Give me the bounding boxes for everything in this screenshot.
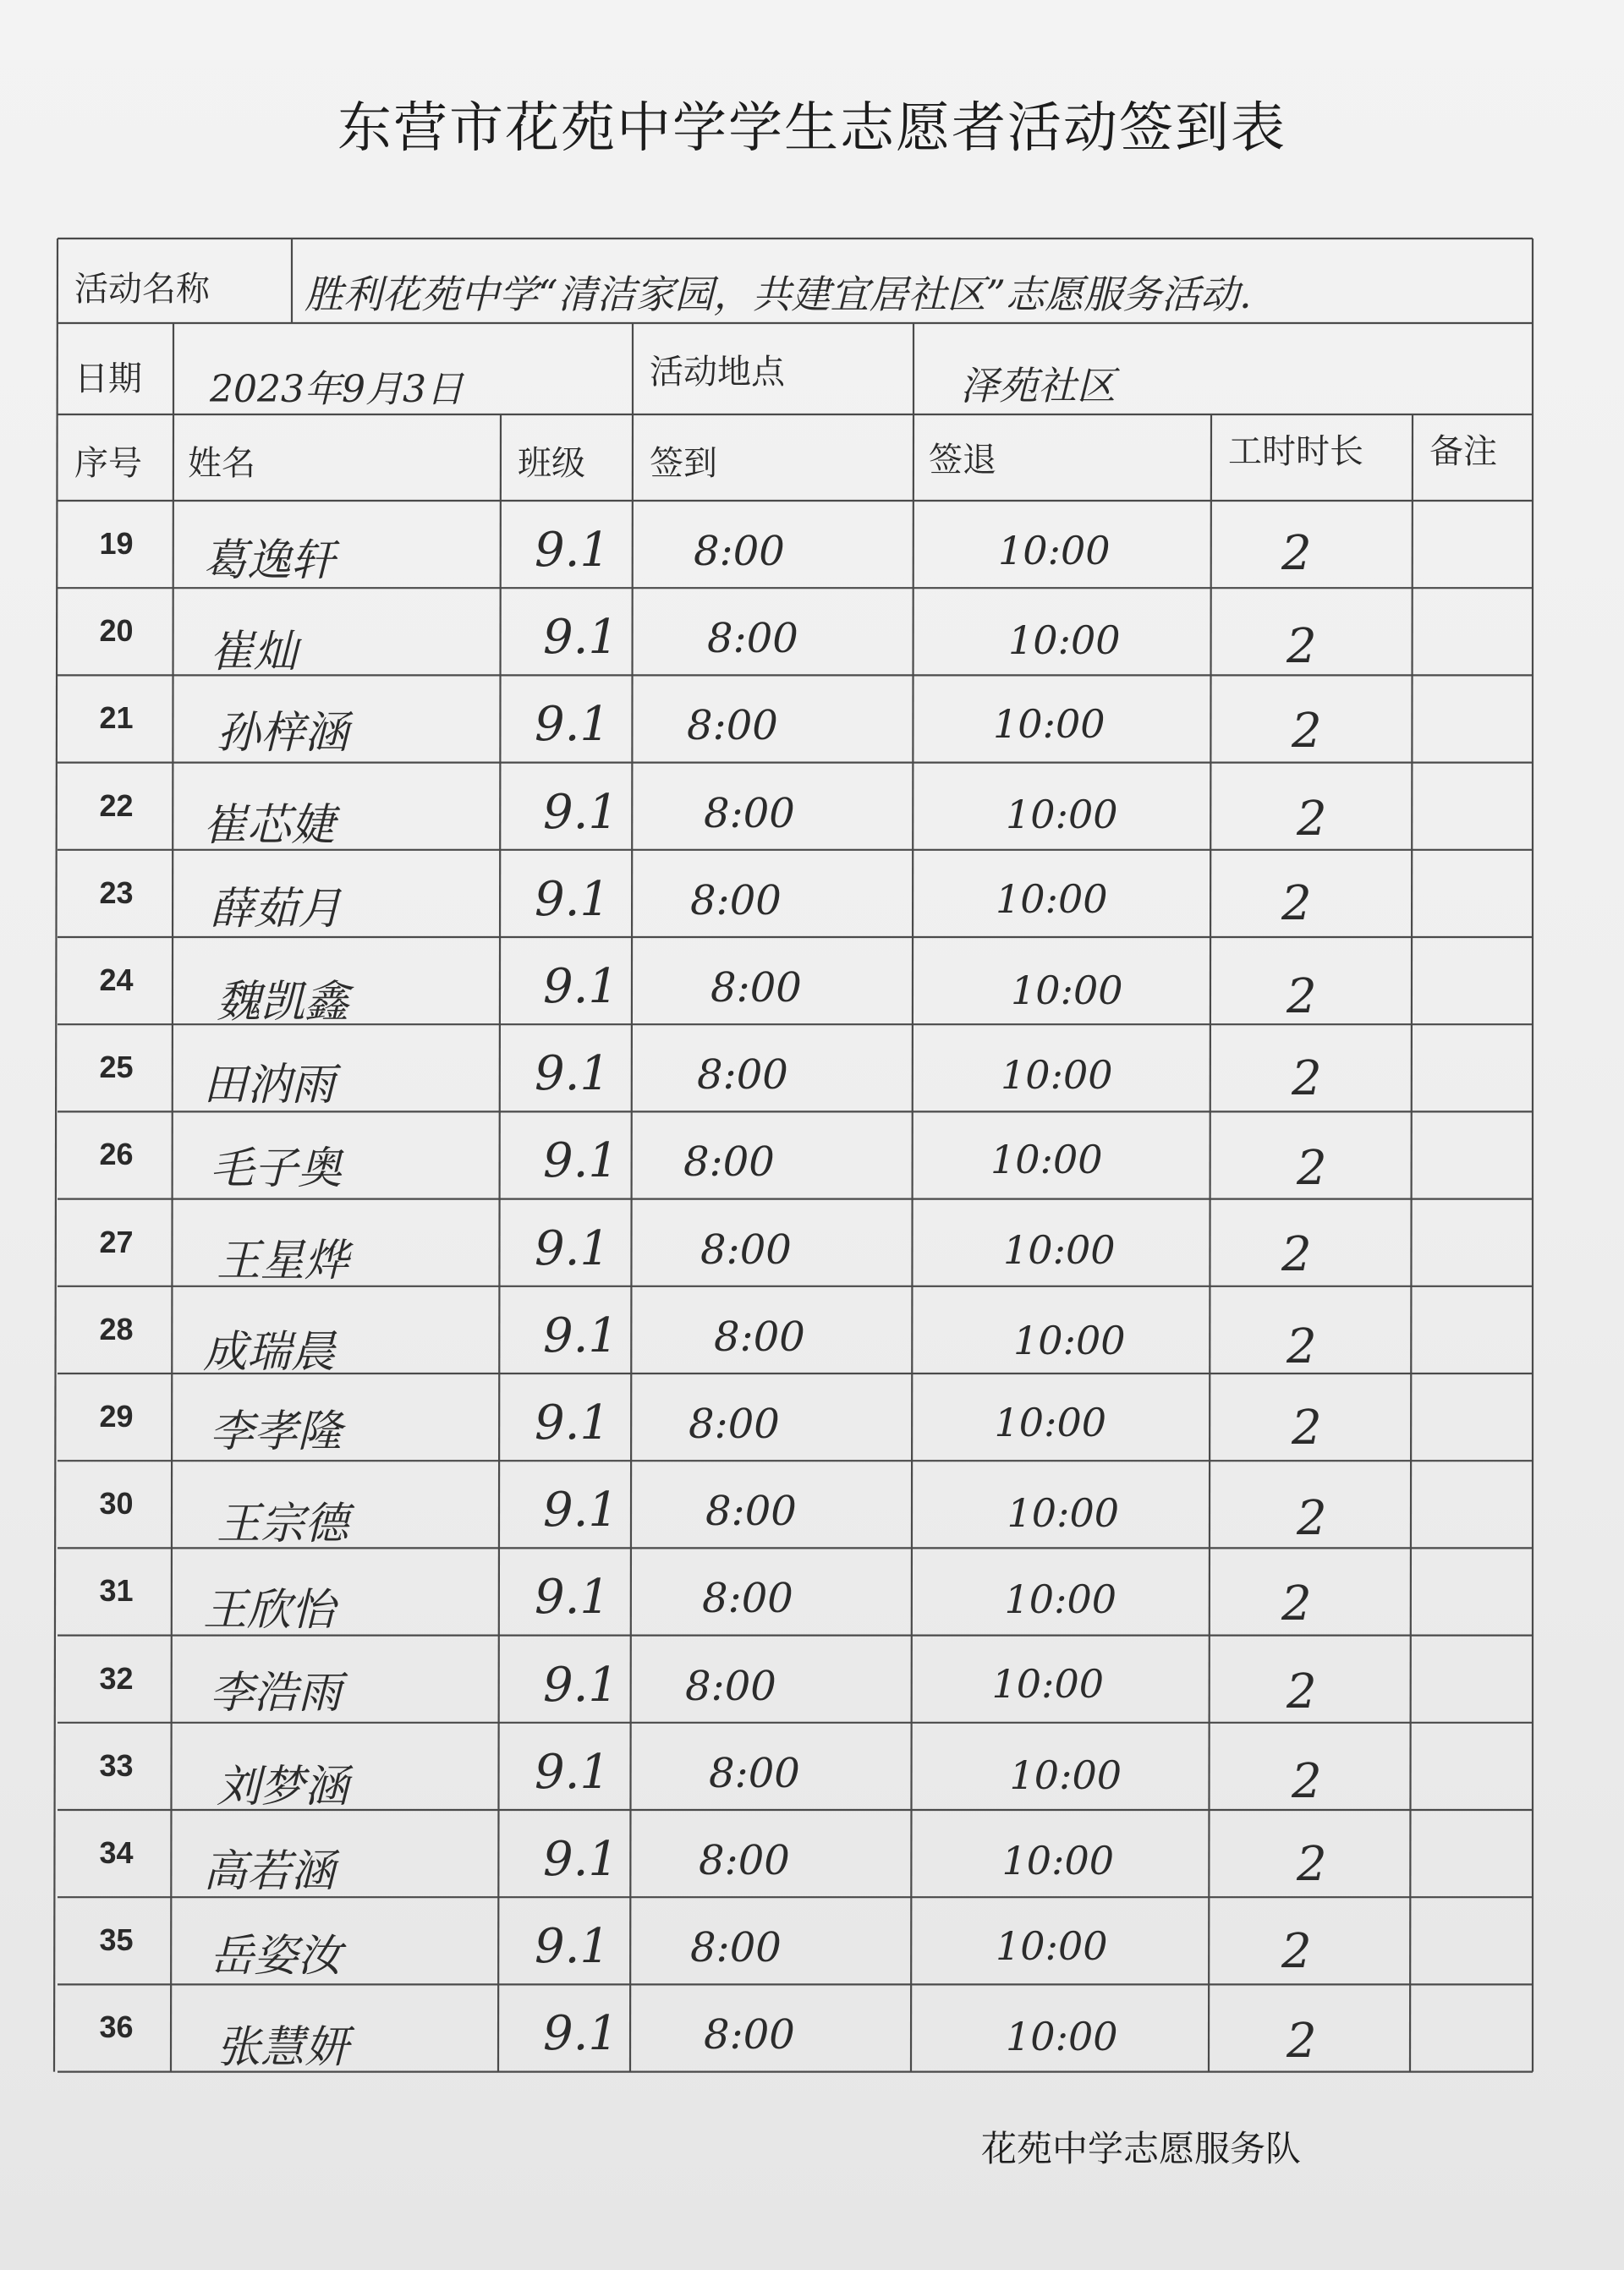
row-hours: 2 — [1297, 1141, 1327, 1197]
row-signout: 10:00 — [990, 1137, 1103, 1182]
row-class: 9.1 — [535, 1744, 611, 1800]
row-signin: 8:00 — [690, 1924, 782, 1972]
row-class: 9.1 — [535, 1570, 611, 1626]
column-divider — [1209, 414, 1211, 2072]
row-signin: 8:00 — [697, 1051, 788, 1099]
column-divider — [1410, 414, 1413, 2072]
row-name: 王宗德 — [217, 1499, 349, 1550]
row-seq: 24 — [99, 962, 134, 997]
col-header-signout: 签退 — [929, 441, 996, 480]
place-label: 活动地点 — [650, 353, 785, 392]
row-seq: 29 — [99, 1399, 134, 1434]
row-seq: 34 — [99, 1835, 134, 1870]
row-class: 9.1 — [543, 784, 619, 840]
col-header-notes: 备注 — [1429, 432, 1497, 471]
row-name: 孙梓涵 — [217, 708, 349, 759]
row-name: 葛逸轩 — [203, 535, 336, 586]
row-signout: 10:00 — [1011, 968, 1123, 1013]
row-name: 王星烨 — [217, 1236, 349, 1286]
row-seq: 23 — [99, 875, 134, 910]
row-signin: 8:00 — [690, 876, 782, 924]
row-signout: 10:00 — [1006, 2013, 1118, 2059]
row-class: 9.1 — [535, 1046, 611, 1102]
row-name: 魏凯鑫 — [217, 977, 349, 1028]
row-hours: 2 — [1287, 1664, 1317, 1719]
footer-signature: 花苑中学志愿服务队 — [981, 2128, 1302, 2169]
row-signin: 8:00 — [689, 1401, 780, 1448]
row-signout: 10:00 — [996, 876, 1108, 922]
column-divider — [498, 414, 501, 2072]
row-class: 9.1 — [543, 1483, 619, 1538]
row-class: 9.1 — [543, 1832, 619, 1887]
row-name: 崔芯婕 — [203, 800, 336, 852]
row-hours: 2 — [1281, 876, 1312, 932]
row-hours: 2 — [1297, 792, 1327, 847]
row-signin: 8:00 — [714, 1313, 805, 1361]
row-hours: 2 — [1292, 1754, 1322, 1809]
row-seq: 35 — [99, 1922, 134, 1958]
row-seq: 32 — [99, 1660, 134, 1696]
row-signin: 8:00 — [694, 528, 785, 575]
row-signout: 10:00 — [1009, 1752, 1122, 1799]
row-class: 9.1 — [535, 1919, 611, 1975]
row-signin: 8:00 — [702, 1575, 793, 1623]
col-header-signin: 签到 — [650, 444, 717, 483]
row-hours: 2 — [1287, 1319, 1317, 1375]
row-seq: 22 — [99, 787, 134, 823]
date-value: 2023年9月3日 — [210, 368, 464, 411]
row-seq: 27 — [99, 1224, 134, 1259]
row-class: 9.1 — [543, 1308, 619, 1363]
activity-name-label: 活动名称 — [74, 270, 210, 309]
row-name: 李孝隆 — [210, 1406, 343, 1458]
row-signin: 8:00 — [705, 1488, 797, 1536]
row-class: 9.1 — [535, 523, 611, 578]
row-hours: 2 — [1297, 1490, 1327, 1546]
row-class: 9.1 — [535, 697, 611, 753]
row-name: 崔灿 — [210, 627, 299, 677]
row-class: 9.1 — [535, 871, 611, 927]
row-signout: 10:00 — [1008, 617, 1121, 664]
row-name: 岳姿汝 — [210, 1931, 343, 1982]
column-divider — [630, 414, 633, 2072]
row-signout: 10:00 — [998, 528, 1111, 573]
activity-name-value: 胜利花苑中学“清洁家园，共建宜居社区”志愿服务活动. — [304, 271, 1252, 317]
row-hours: 2 — [1287, 618, 1317, 674]
row-seq: 30 — [99, 1486, 134, 1522]
row-signout: 10:00 — [996, 1923, 1108, 1970]
row-class: 9.1 — [543, 1657, 619, 1713]
row-class: 9.1 — [543, 2006, 619, 2062]
row-seq: 21 — [99, 700, 134, 736]
row-signin: 8:00 — [683, 1138, 775, 1187]
row-name: 王欣怡 — [203, 1585, 336, 1637]
row-signout: 10:00 — [1006, 792, 1118, 837]
row-seq: 36 — [99, 2010, 134, 2045]
row-hours: 2 — [1292, 703, 1322, 759]
table-left-border — [54, 239, 58, 2072]
row-name: 刘梦涵 — [217, 1762, 349, 1813]
row-hours: 2 — [1287, 2014, 1317, 2070]
row-seq: 26 — [99, 1137, 134, 1172]
row-name: 李浩雨 — [210, 1667, 343, 1719]
row-signin: 8:00 — [704, 789, 795, 837]
row-signout: 10:00 — [1007, 1490, 1120, 1536]
row-seq: 33 — [99, 1747, 134, 1783]
row-signout: 10:00 — [1003, 1227, 1116, 1274]
row-hours: 2 — [1292, 1401, 1322, 1456]
row-seq: 19 — [99, 526, 134, 561]
row-name: 高若涵 — [203, 1845, 336, 1897]
row-hours: 2 — [1297, 1837, 1327, 1893]
row-signout: 10:00 — [1001, 1838, 1115, 1884]
row-hours: 2 — [1292, 1050, 1322, 1106]
row-signin: 8:00 — [700, 1225, 792, 1274]
column-divider — [911, 414, 914, 2072]
row-signin: 8:00 — [687, 702, 778, 750]
row-signout: 10:00 — [991, 1660, 1105, 1707]
row-hours: 2 — [1281, 1576, 1312, 1632]
row-signout: 10:00 — [994, 1399, 1107, 1445]
row-signout: 10:00 — [1001, 1052, 1113, 1098]
row-name: 薛茹月 — [210, 883, 343, 935]
col-header-name: 姓名 — [188, 444, 255, 483]
row-hours: 2 — [1281, 1226, 1312, 1282]
row-signin: 8:00 — [710, 964, 802, 1012]
row-signin: 8:00 — [685, 1662, 776, 1710]
row-seq: 31 — [99, 1573, 134, 1609]
place-value: 泽苑社区 — [960, 363, 1116, 408]
row-hours: 2 — [1281, 526, 1312, 581]
row-class: 9.1 — [543, 610, 619, 666]
row-name: 毛子奥 — [210, 1143, 343, 1194]
col-header-hours: 工时时长 — [1228, 432, 1363, 471]
row-hours: 2 — [1281, 1923, 1312, 1979]
row-name: 田汭雨 — [203, 1060, 336, 1111]
row-class: 9.1 — [543, 1133, 619, 1189]
row-signout: 10:00 — [1004, 1576, 1117, 1623]
row-class: 9.1 — [535, 1395, 611, 1450]
col-header-class: 班级 — [518, 444, 585, 483]
row-hours: 2 — [1287, 969, 1317, 1024]
date-label: 日期 — [74, 359, 142, 398]
row-signin: 8:00 — [699, 1837, 790, 1884]
row-seq: 25 — [99, 1050, 134, 1085]
row-signin: 8:00 — [707, 615, 798, 663]
row-signin: 8:00 — [704, 2011, 795, 2059]
row-signin: 8:00 — [709, 1749, 800, 1797]
row-class: 9.1 — [543, 959, 619, 1014]
row-seq: 28 — [99, 1311, 134, 1346]
row-class: 9.1 — [535, 1220, 611, 1276]
row-signout: 10:00 — [1013, 1317, 1126, 1363]
row-name: 成瑞晨 — [203, 1327, 336, 1378]
document-title: 东营市花苑中学学生志愿者活动签到表 — [337, 97, 1287, 160]
row-name: 张慧妍 — [217, 2022, 349, 2073]
row-seq: 20 — [99, 613, 134, 649]
col-header-seq: 序号 — [74, 444, 142, 483]
row-signout: 10:00 — [993, 700, 1106, 747]
